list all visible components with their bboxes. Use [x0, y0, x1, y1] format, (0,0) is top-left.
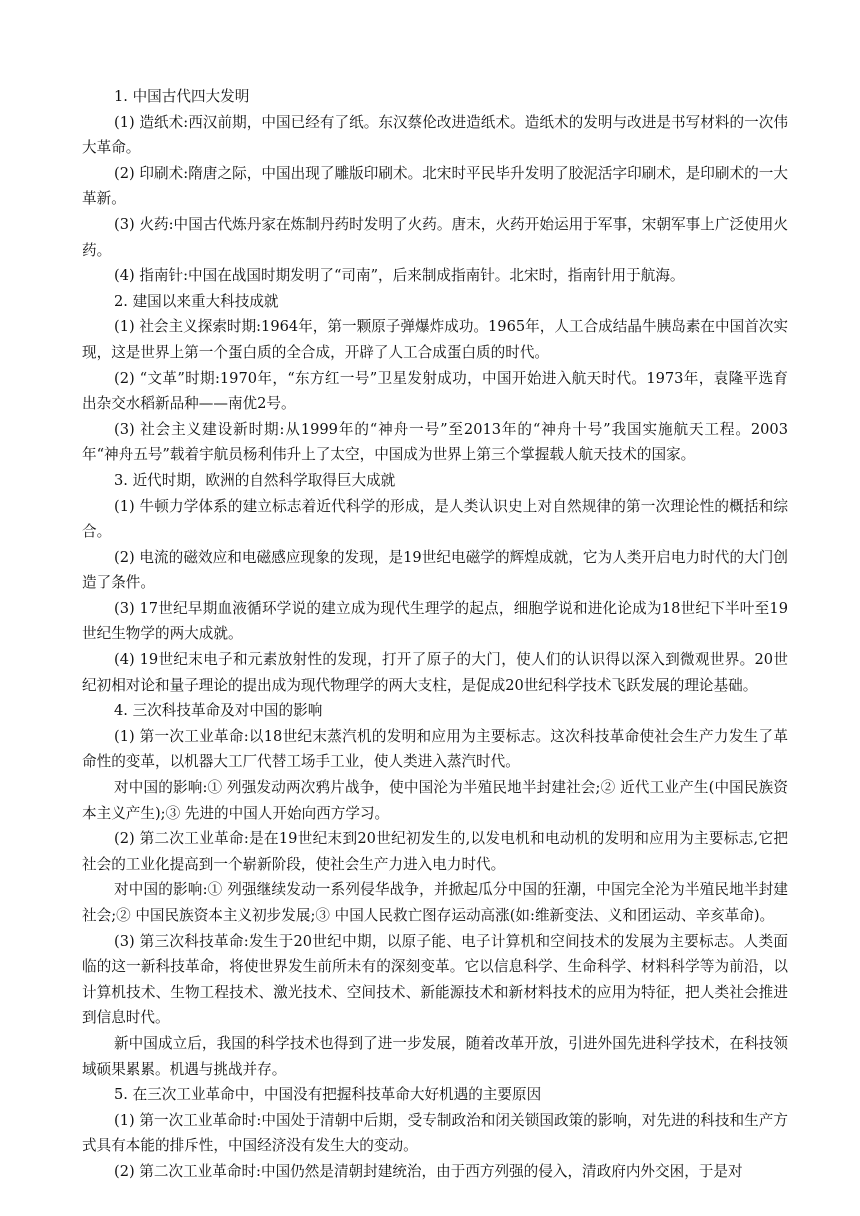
- paragraph-newton: (1) 牛顿力学体系的建立标志着近代科学的形成，是人类认识史上对自然规律的第一次理论性的概括和综合。: [82, 497, 788, 541]
- paragraph-second-revolution: (2) 第二次工业革命:是在19世纪末到20世纪初发生的,以发电机和电动机的发明和应用为主要标志,它把社会的工业化提高到一个崭新阶段，使社会生产力进入电力时代。: [82, 830, 788, 873]
- paragraph-new-china: 新中国成立后，我国的科学技术也得到了进一步发展，随着改革开放，引进外国先进科学技术，在科技领域硕果累累。机遇与挑战并存。: [82, 1034, 788, 1078]
- paragraph-physics: (4) 19世纪末电子和元素放射性的发现，打开了原子的大门，使人们的认识得以深入到微观世界。20世纪初相对论和量子理论的提出成为现代物理学的两大支柱，是促成20世纪科学技术飞跃发展的理论基础。: [82, 651, 788, 694]
- section-heading-5: 5. 在三次工业革命中，中国没有把握科技革命大好机遇的主要原因: [114, 1086, 542, 1104]
- section-heading-3: 3. 近代时期，欧洲的自然科学取得巨大成就: [114, 471, 396, 489]
- section-heading-1: 1. 中国古代四大发明: [114, 88, 250, 105]
- paragraph-third-revolution: (3) 第三次科技革命:发生于20世纪中期，以原子能、电子计算机和空间技术的发展为主要标志。人类面临的这一新科技革命，将使世界发生前所未有的深刻变革。它以信息科学、生命科学、材料科学等为前沿，以计算机技术、生物工程技术、激光技术、空间技术、新能源技术和新材料技术的应用为特征，把人类社会推进到信息时代。: [82, 932, 788, 1027]
- paragraph-compass: (4) 指南针:中国在战国时期发明了“司南”，后来制成指南针。北宋时，指南针用于航海。: [114, 267, 685, 285]
- paragraph-second-impact: 对中国的影响:① 列强继续发动一系列侵华战争，并掀起瓜分中国的狂潮，中国完全沦为半殖民地半封建社会;② 中国民族资本主义初步发展;③ 中国人民救亡图存运动高涨(如:维新变法、义和团运动、辛亥革命)。: [82, 881, 788, 924]
- section-heading-4: 4. 三次科技革命及对中国的影响: [114, 702, 323, 720]
- paragraph-biology: (3) 17世纪早期血液循环学说的建立成为现代生理学的起点，细胞学说和进化论成为18世纪下半叶至19世纪生物学的两大成就。: [82, 599, 788, 643]
- paragraph-new-era: (3) 社会主义建设新时期:从1999年的“神舟一号”至2013年的“神舟十号”我国实施航天工程。2003年“神舟五号”载着宇航员杨利伟升上了太空，中国成为世界上第三个掌握载人航天技术的国家。: [82, 420, 788, 464]
- paragraph-printing: (2) 印刷术:隋唐之际，中国出现了雕版印刷术。北宋时平民毕升发明了胶泥活字印刷术，是印刷术的一大革新。: [82, 164, 788, 208]
- paragraph-first-impact: 对中国的影响:① 列强发动两次鸦片战争，使中国沦为半殖民地半封建社会;② 近代工业产生(中国民族资本主义产生);③ 先进的中国人开始向西方学习。: [82, 779, 788, 822]
- paragraph-reason-first: (1) 第一次工业革命时:中国处于清朝中后期，受专制政治和闭关锁国政策的影响，对先进的科技和生产方式具有本能的排斥性，中国经济没有发生大的变动。: [82, 1111, 788, 1155]
- paragraph-first-revolution: (1) 第一次工业革命:以18世纪末蒸汽机的发明和应用为主要标志。这次科技革命使社会生产力发生了革命性的变革，以机器大工厂代替工场手工业，使人类进入蒸汽时代。: [82, 727, 788, 771]
- paragraph-papermaking: (1) 造纸术:西汉前期，中国已经有了纸。东汉蔡伦改进造纸术。造纸术的发明与改进是书写材料的一次伟大革命。: [82, 113, 788, 157]
- paragraph-gunpowder: (3) 火药:中国古代炼丹家在炼制丹药时发明了火药。唐末，火药开始运用于军事，宋朝军事上广泛使用火药。: [82, 215, 788, 259]
- paragraph-reason-second: (2) 第二次工业革命时:中国仍然是清朝封建统治，由于西方列强的侵入，清政府内外交困，于是对: [114, 1162, 743, 1180]
- section-heading-2: 2. 建国以来重大科技成就: [114, 292, 279, 310]
- paragraph-cultural-revolution: (2) “文革”时期:1970年，“东方红一号”卫星发射成功，中国开始进入航天时代。1973年，袁隆平选育出杂交水稻新品种——南优2号。: [82, 369, 788, 413]
- paragraph-socialist-exploration: (1) 社会主义探索时期:1964年，第一颗原子弹爆炸成功。1965年，人工合成结晶牛胰岛素在中国首次实现，这是世界上第一个蛋白质的全合成，开辟了人工合成蛋白质的时代。: [82, 318, 788, 361]
- paragraph-electromagnetism: (2) 电流的磁效应和电磁感应现象的发现，是19世纪电磁学的辉煌成就，它为人类开启电力时代的大门创造了条件。: [82, 548, 788, 592]
